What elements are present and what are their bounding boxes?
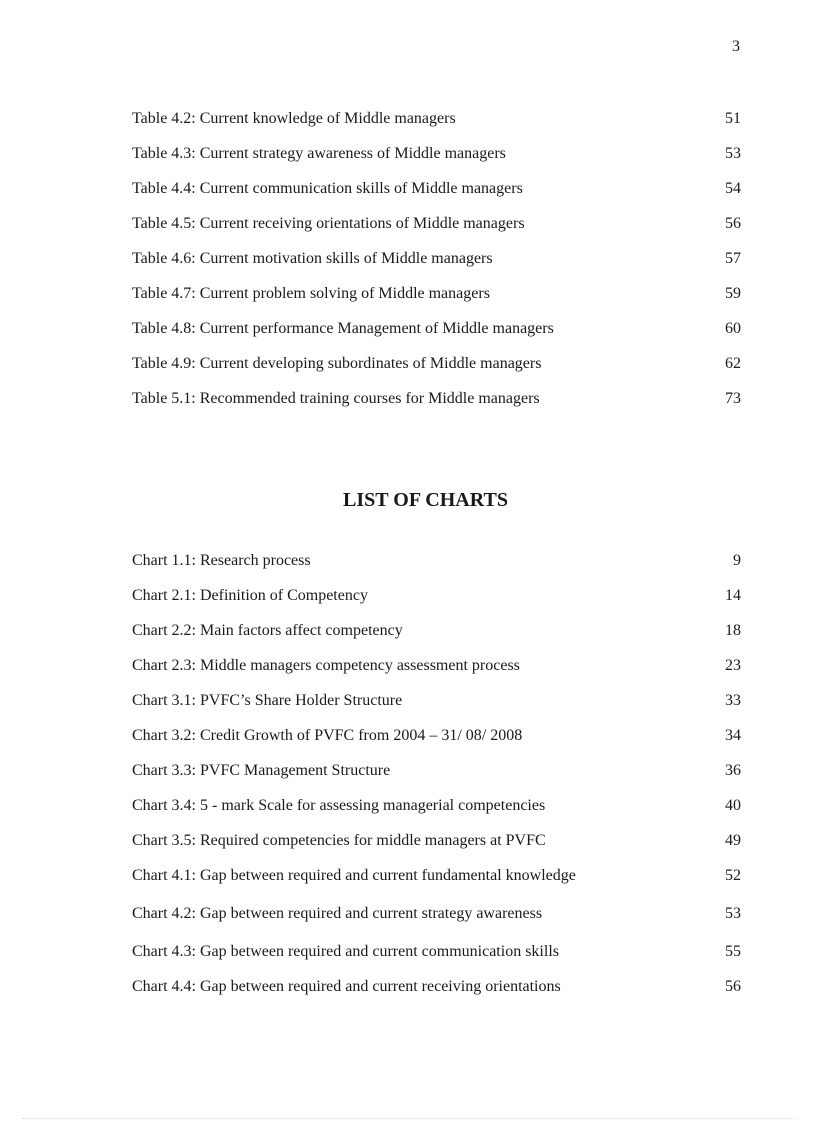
chart-entry bbox=[132, 866, 741, 904]
entry-page-number: 49 bbox=[725, 832, 741, 849]
entry-page-number: 18 bbox=[725, 622, 741, 639]
entry-label: Table 4.2: Current knowledge of Middle managers bbox=[132, 110, 456, 127]
entry-page-number: 59 bbox=[725, 285, 741, 302]
chart-entry bbox=[132, 551, 741, 586]
entry-page-number: 57 bbox=[725, 250, 741, 267]
table-entry bbox=[132, 284, 741, 319]
entry-label: Chart 2.1: Definition of Competency bbox=[132, 587, 368, 604]
chart-entry bbox=[132, 904, 741, 942]
chart-entry bbox=[132, 621, 741, 656]
entry-label: Chart 4.3: Gap between required and current communication skills bbox=[132, 943, 559, 960]
table-entry bbox=[132, 354, 741, 389]
table-entry bbox=[132, 109, 741, 144]
list-of-charts bbox=[132, 551, 741, 1012]
entry-label: Table 4.5: Current receiving orientations of Middle managers bbox=[132, 215, 525, 232]
list-of-charts-heading: LIST OF CHARTS bbox=[343, 489, 508, 511]
entry-label: Chart 2.2: Main factors affect competency bbox=[132, 622, 403, 639]
entry-label: Table 5.1: Recommended training courses for Middle managers bbox=[132, 390, 540, 407]
chart-entry bbox=[132, 942, 741, 977]
entry-label: Table 4.7: Current problem solving of Middle managers bbox=[132, 285, 490, 302]
entry-label: Chart 3.5: Required competencies for middle managers at PVFC bbox=[132, 832, 546, 849]
entry-label: Table 4.3: Current strategy awareness of Middle managers bbox=[132, 145, 506, 162]
entry-page-number: 73 bbox=[725, 390, 741, 407]
entry-label: Chart 4.2: Gap between required and current strategy awareness bbox=[132, 905, 543, 922]
entry-label: Table 4.8: Current performance Management of Middle managers bbox=[132, 320, 554, 337]
entry-page-number: 56 bbox=[725, 215, 741, 232]
entry-label: Chart 3.4: 5 - mark Scale for assessing managerial competencies bbox=[132, 797, 546, 814]
entry-label: Table 4.9: Current developing subordinates of Middle managers bbox=[132, 355, 542, 372]
entry-page-number: 23 bbox=[725, 657, 741, 674]
table-entry bbox=[132, 214, 741, 249]
entry-page-number: 9 bbox=[733, 552, 741, 569]
entry-page-number: 53 bbox=[725, 905, 741, 922]
table-entry bbox=[132, 249, 741, 284]
entry-page-number: 40 bbox=[725, 797, 741, 814]
list-of-tables bbox=[132, 109, 741, 424]
chart-entry bbox=[132, 691, 741, 726]
entry-page-number: 62 bbox=[725, 355, 741, 372]
entry-page-number: 55 bbox=[725, 943, 741, 960]
entry-page-number: 53 bbox=[725, 145, 741, 162]
entry-label: Chart 3.2: Credit Growth of PVFC from 2004 – 31/ 08/ 2008 bbox=[132, 727, 523, 744]
entry-page-number: 56 bbox=[725, 978, 741, 995]
entry-label: Chart 3.3: PVFC Management Structure bbox=[132, 762, 391, 779]
entry-label: Chart 3.1: PVFC’s Share Holder Structure bbox=[132, 692, 403, 709]
entry-label: Table 4.4: Current communication skills of Middle managers bbox=[132, 180, 523, 197]
entry-label: Chart 4.1: Gap between required and current fundamental knowledge bbox=[132, 867, 576, 884]
entry-label: Chart 1.1: Research process bbox=[132, 552, 311, 569]
entry-page-number: 33 bbox=[725, 692, 741, 709]
chart-entry bbox=[132, 977, 741, 1012]
chart-entry bbox=[132, 726, 741, 761]
entry-page-number: 51 bbox=[725, 110, 741, 127]
table-entry bbox=[132, 179, 741, 214]
table-entry bbox=[132, 144, 741, 179]
table-entry bbox=[132, 319, 741, 354]
entry-label: Table 4.6: Current motivation skills of Middle managers bbox=[132, 250, 493, 267]
chart-entry bbox=[132, 831, 741, 866]
entry-page-number: 54 bbox=[725, 180, 741, 197]
chart-entry bbox=[132, 656, 741, 691]
entry-label: Chart 4.4: Gap between required and current receiving orientations bbox=[132, 978, 561, 995]
page-number: 3 bbox=[732, 38, 740, 55]
chart-entry bbox=[132, 761, 741, 796]
entry-page-number: 60 bbox=[725, 320, 741, 337]
entry-page-number: 14 bbox=[725, 587, 741, 604]
entry-label: Chart 2.3: Middle managers competency assessment process bbox=[132, 657, 520, 674]
entry-page-number: 34 bbox=[725, 727, 741, 744]
entry-page-number: 36 bbox=[725, 762, 741, 779]
page-bottom-border bbox=[22, 1118, 794, 1119]
chart-entry bbox=[132, 586, 741, 621]
chart-entry bbox=[132, 796, 741, 831]
table-entry bbox=[132, 389, 741, 424]
entry-page-number: 52 bbox=[725, 867, 741, 884]
